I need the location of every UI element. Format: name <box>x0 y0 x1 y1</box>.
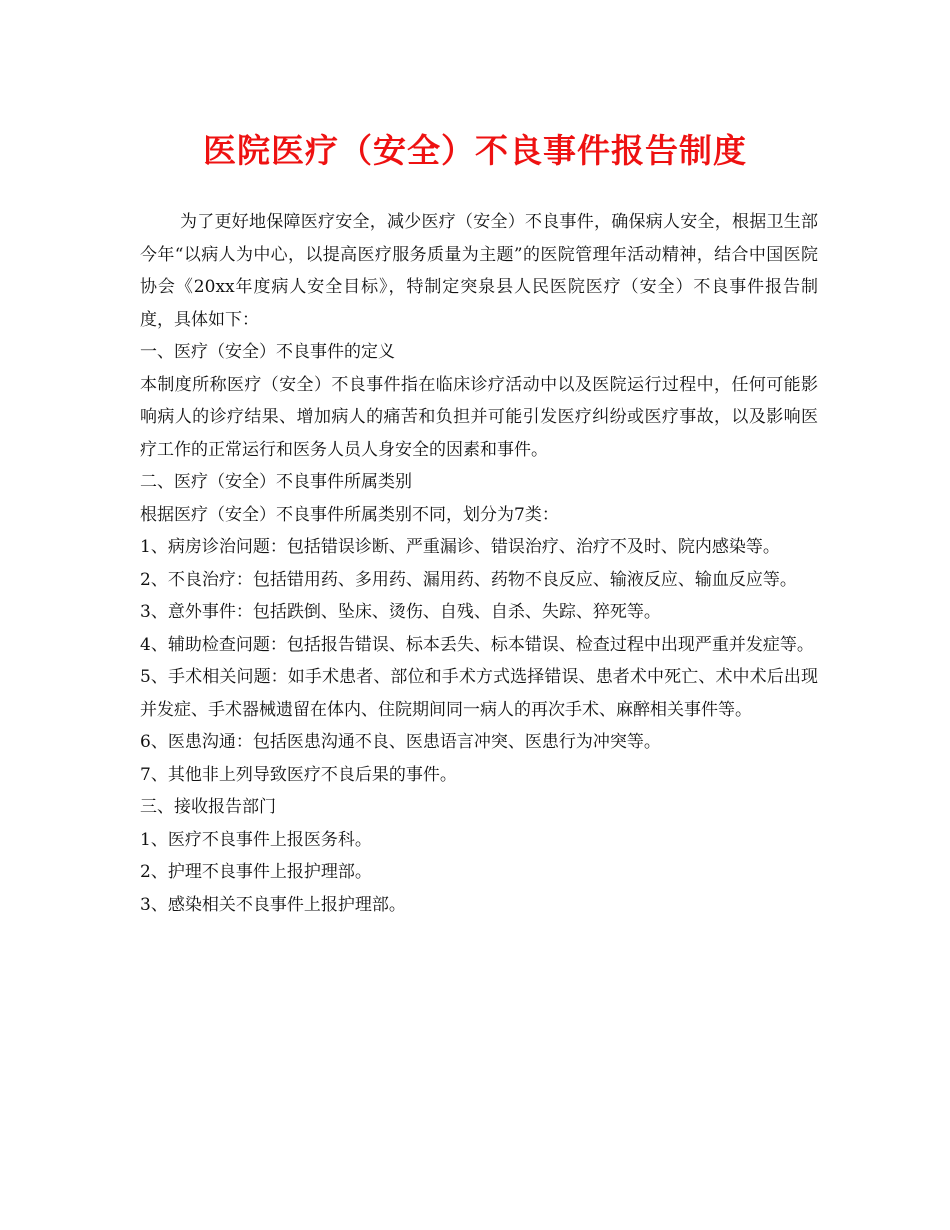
intro-paragraph: 为了更好地保障医疗安全，减少医疗（安全）不良事件，确保病人安全，根据卫生部今年“以病人为中心，以提高医疗服务质量为主题”的医院管理年活动精神，结合中国医院协会《20xx年度病人安全目标》，特制定突泉县人民医院医疗（安全）不良事件报告制度，具体如下： <box>140 212 818 330</box>
category-item-7: 7、其他非上列导致医疗不良后果的事件。 <box>140 764 457 785</box>
category-item-4: 4、辅助检查问题：包括报告错误、标本丢失、标本错误、检查过程中出现严重并发症等。 <box>140 634 814 655</box>
definition-paragraph: 本制度所称医疗（安全）不良事件指在临床诊疗活动中以及医院运行过程中，任何可能影响病人的诊疗结果、增加病人的痛苦和负担并可能引发医疗纠纷或医疗事故，以及影响医疗工作的正常运行和医务人员人身安全的因素和事件。 <box>140 374 818 460</box>
document-title: 医院医疗（安全）不良事件报告制度 <box>203 131 747 170</box>
category-item-5: 5、手术相关问题：如手术患者、部位和手术方式选择错误、患者术中死亡、术中术后出现并发症、手术器械遗留在体内、住院期间同一病人的再次手术、麻醉相关事件等。 <box>140 667 818 720</box>
department-item-2: 2、护理不良事件上报护理部。 <box>140 862 372 882</box>
department-item-1: 1、医疗不良事件上报医务科。 <box>140 829 372 850</box>
category-item-6: 6、医患沟通：包括医患沟通不良、医患语言冲突、医患行为冲突等。 <box>140 732 661 752</box>
category-item-2: 2、不良治疗：包括错用药、多用药、漏用药、药物不良反应、输液反应、输血反应等。 <box>140 569 797 590</box>
document-body <box>140 206 818 921</box>
categories-intro: 根据医疗（安全）不良事件所属类别不同，划分为7类： <box>140 504 559 525</box>
category-item-1: 1、病房诊治问题：包括错误诊断、严重漏诊、错误治疗、治疗不及时、院内感染等。 <box>140 537 780 557</box>
section-heading-definition: 一、医疗（安全）不良事件的定义 <box>140 342 395 362</box>
category-item-3: 3、意外事件：包括跌倒、坠床、烫伤、自残、自杀、失踪、猝死等。 <box>140 602 661 622</box>
section-heading-departments: 三、接收报告部门 <box>140 797 276 817</box>
section-heading-categories: 二、医疗（安全）不良事件所属类别 <box>140 472 412 492</box>
department-item-3: 3、感染相关不良事件上报护理部。 <box>140 894 406 915</box>
